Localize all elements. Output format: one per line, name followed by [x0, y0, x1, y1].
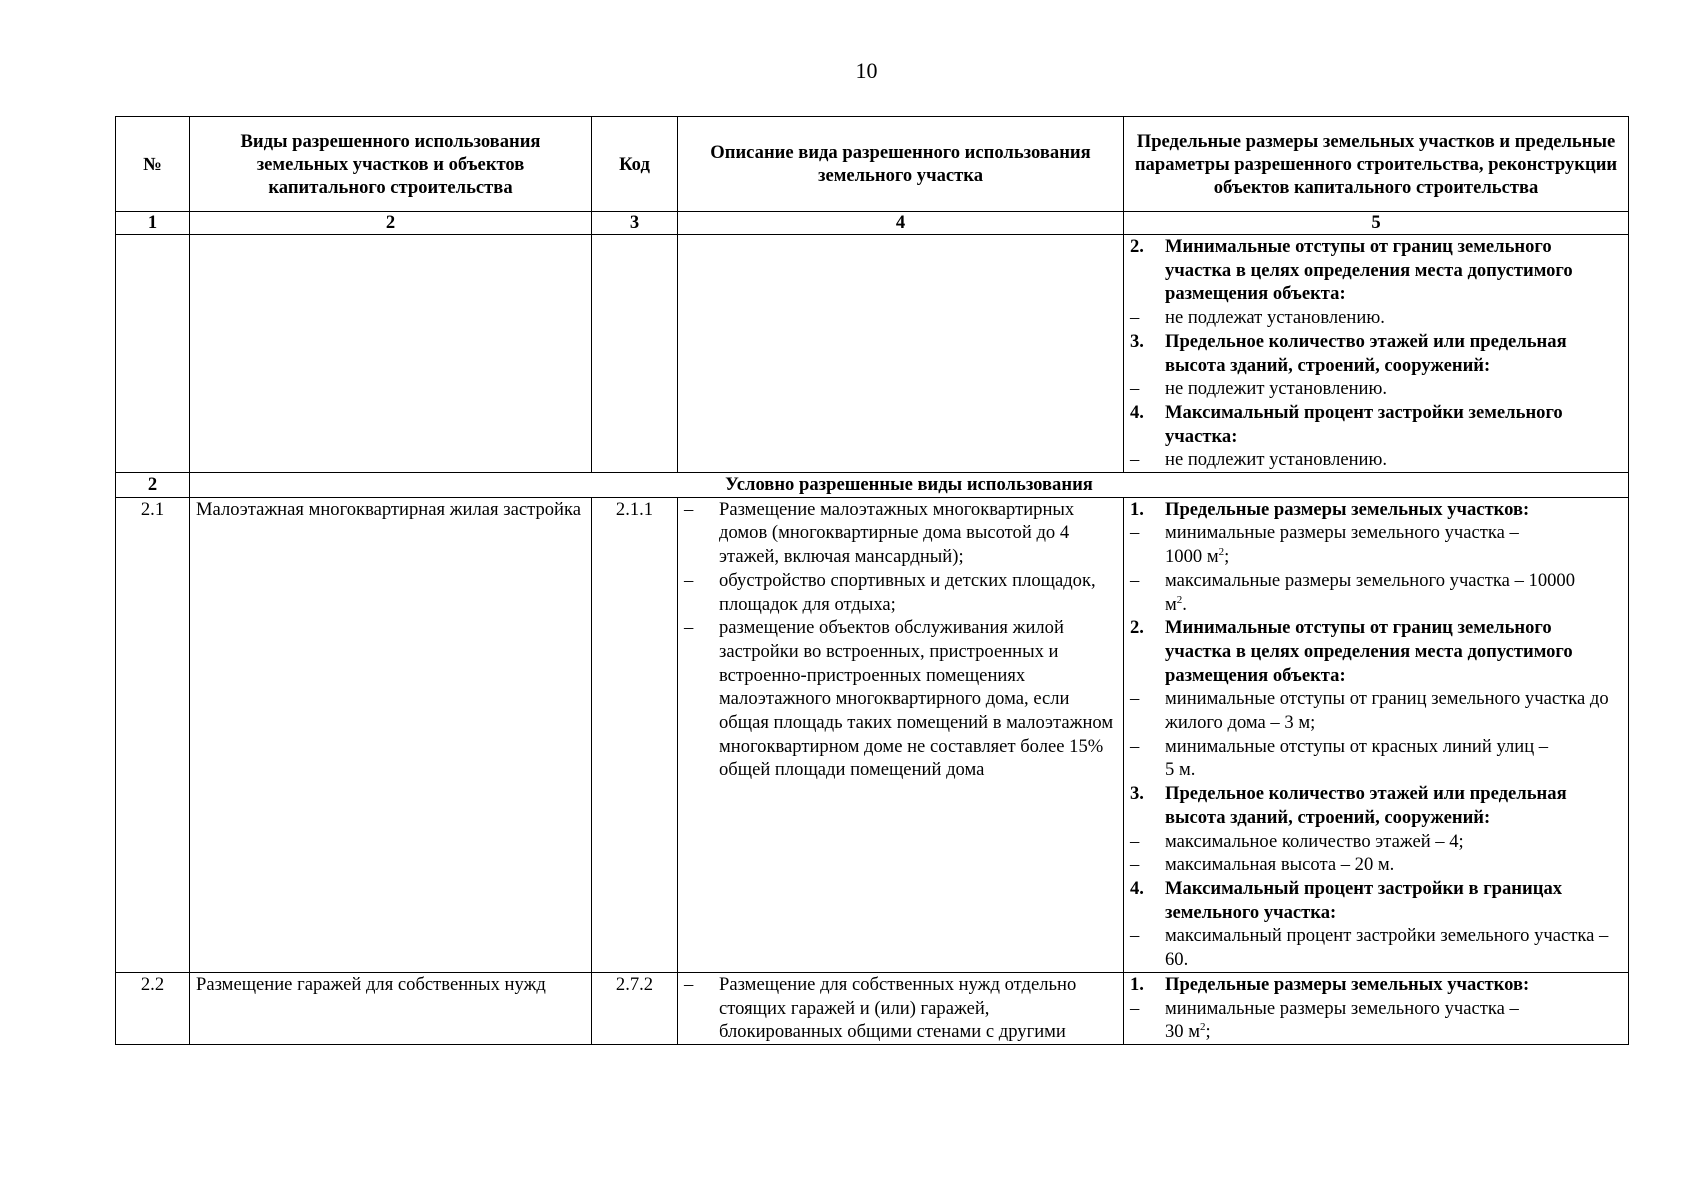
- param-item-continuation: 1000 м: [1165, 546, 1219, 568]
- param-item: не подлежат установлению.: [1165, 307, 1385, 329]
- dash-marker: –: [684, 498, 694, 520]
- param-title: Предельное количество этажей или предельная высота зданий, строений, сооружений:: [1165, 783, 1567, 828]
- param-title: Предельное количество этажей или предельная высота зданий, строений, сооружений:: [1165, 330, 1567, 376]
- description-item: размещение объектов обслуживания жилой застройки во встроенных, пристроенных и встроенно-пристроенных помещениях малоэтажного многоквартирного дома, если общая площадь таких помещений в малоэтажном многоквартирном доме не составляет более 15% общей площади помещений дома: [719, 617, 1114, 781]
- row-kind: Размещение гаражей для собственных нужд: [190, 972, 592, 1044]
- param-title: Максимальный процент застройки земельного участка:: [1165, 401, 1563, 447]
- param-title: Минимальные отступы от границ земельного участка в целях определения места допустимого размещения объекта:: [1165, 236, 1573, 305]
- param-item: не подлежит установлению.: [1165, 378, 1388, 400]
- punctuation: .: [1182, 593, 1187, 615]
- dash-marker: –: [1130, 378, 1140, 400]
- param-number: 3.: [1130, 330, 1144, 352]
- superscript-2: 2: [1176, 593, 1183, 606]
- row-code: 2.1.1: [592, 497, 678, 972]
- column-number: 5: [1124, 212, 1629, 235]
- header-code: Код: [592, 117, 678, 212]
- section-row: [116, 473, 1629, 498]
- param-number: 3.: [1130, 783, 1144, 805]
- dash-marker: –: [1130, 854, 1140, 876]
- superscript-2: 2: [1218, 545, 1225, 558]
- description-item: Размещение для собственных нужд отдельно стоящих гаражей и (или) гаражей, блокированных общими стенами с другими: [719, 973, 1077, 1043]
- dash-marker: –: [684, 569, 694, 591]
- description-cell: [678, 497, 1124, 972]
- description-cell: [678, 972, 1124, 1044]
- header-limits: Предельные размеры земельных участков и предельные параметры разрешенного строительства, реконструкции объектов капитального строительства: [1124, 117, 1629, 212]
- dash-marker: –: [1130, 830, 1140, 852]
- param-number: 2.: [1130, 617, 1144, 639]
- row-code: 2.7.2: [592, 972, 678, 1044]
- dash-marker: –: [1130, 449, 1140, 471]
- description-item: обустройство спортивных и детских площадок, площадок для отдыха;: [719, 569, 1096, 615]
- column-number: 2: [190, 212, 592, 235]
- table-row: [116, 972, 1629, 1044]
- param-number: 2.: [1130, 236, 1144, 257]
- column-number-row: [116, 212, 1629, 235]
- param-item: минимальные размеры земельного участка –: [1165, 997, 1519, 1019]
- page-number: 10: [855, 58, 878, 83]
- param-title: Предельные размеры земельных участков:: [1165, 973, 1530, 995]
- param-title: Максимальный процент застройки в границах земельного участка:: [1165, 877, 1563, 923]
- table-row-continued: [116, 235, 1629, 473]
- param-title: Предельные размеры земельных участков:: [1165, 498, 1530, 520]
- column-number: 3: [592, 212, 678, 235]
- superscript-2: 2: [1200, 1021, 1206, 1034]
- param-title: Минимальные отступы от границ земельного участка в целях определения места допустимого размещения объекта:: [1165, 617, 1573, 686]
- param-item: максимальное количество этажей – 4;: [1165, 830, 1464, 852]
- dash-marker: –: [1130, 522, 1140, 544]
- section-title: Условно разрешенные виды использования: [190, 473, 1629, 498]
- regulations-table: [115, 116, 1629, 1045]
- param-item: минимальные отступы от красных линий улиц –: [1165, 735, 1549, 757]
- header-num: №: [116, 117, 190, 212]
- param-item: максимальная высота – 20 м.: [1165, 854, 1395, 876]
- column-number: 4: [678, 212, 1124, 235]
- param-item: максимальные размеры земельного участка – 10000: [1165, 569, 1576, 591]
- param-number: 4.: [1130, 401, 1144, 423]
- limits-cell: [1124, 972, 1629, 1044]
- table-row: [116, 497, 1629, 972]
- dash-marker: –: [1130, 569, 1140, 591]
- dash-marker: –: [1130, 735, 1140, 757]
- param-item: минимальные отступы от границ земельного участка до жилого дома – 3 м;: [1165, 688, 1609, 734]
- param-number: 4.: [1130, 877, 1144, 899]
- punctuation: ;: [1205, 1021, 1211, 1043]
- dash-marker: –: [684, 617, 694, 639]
- header-row: [116, 117, 1629, 212]
- description-item: Размещение малоэтажных многоквартирных домов (многоквартирные дома высотой до 4 этажей, включая мансардный);: [719, 498, 1075, 568]
- dash-marker: –: [1130, 307, 1140, 329]
- dash-marker: –: [1130, 997, 1140, 1019]
- param-item: не подлежит установлению.: [1165, 449, 1388, 471]
- param-item-continuation: 30 м: [1165, 1021, 1201, 1043]
- row-kind: Малоэтажная многоквартирная жилая застройка: [190, 497, 592, 972]
- dash-marker: –: [684, 973, 694, 995]
- section-number: 2: [116, 473, 190, 498]
- param-item: максимальный процент застройки земельного участка – 60.: [1165, 925, 1609, 971]
- column-number: 1: [116, 212, 190, 235]
- header-kind: Виды разрешенного использования земельных участков и объектов капитального строительства: [190, 117, 592, 212]
- param-number: 1.: [1130, 973, 1144, 995]
- param-item-continuation: 5 м.: [1165, 759, 1196, 781]
- dash-marker: –: [1130, 688, 1140, 710]
- param-item-continuation: м: [1165, 593, 1177, 615]
- punctuation: ;: [1224, 546, 1230, 568]
- row-number: 2.1: [116, 497, 190, 972]
- limits-cell: [1124, 235, 1629, 473]
- header-description: Описание вида разрешенного использования земельного участка: [678, 117, 1124, 212]
- dash-marker: –: [1130, 925, 1140, 947]
- row-number: 2.2: [116, 972, 190, 1044]
- param-item: минимальные размеры земельного участка –: [1165, 522, 1519, 544]
- limits-cell: [1124, 497, 1629, 972]
- param-number: 1.: [1130, 498, 1144, 520]
